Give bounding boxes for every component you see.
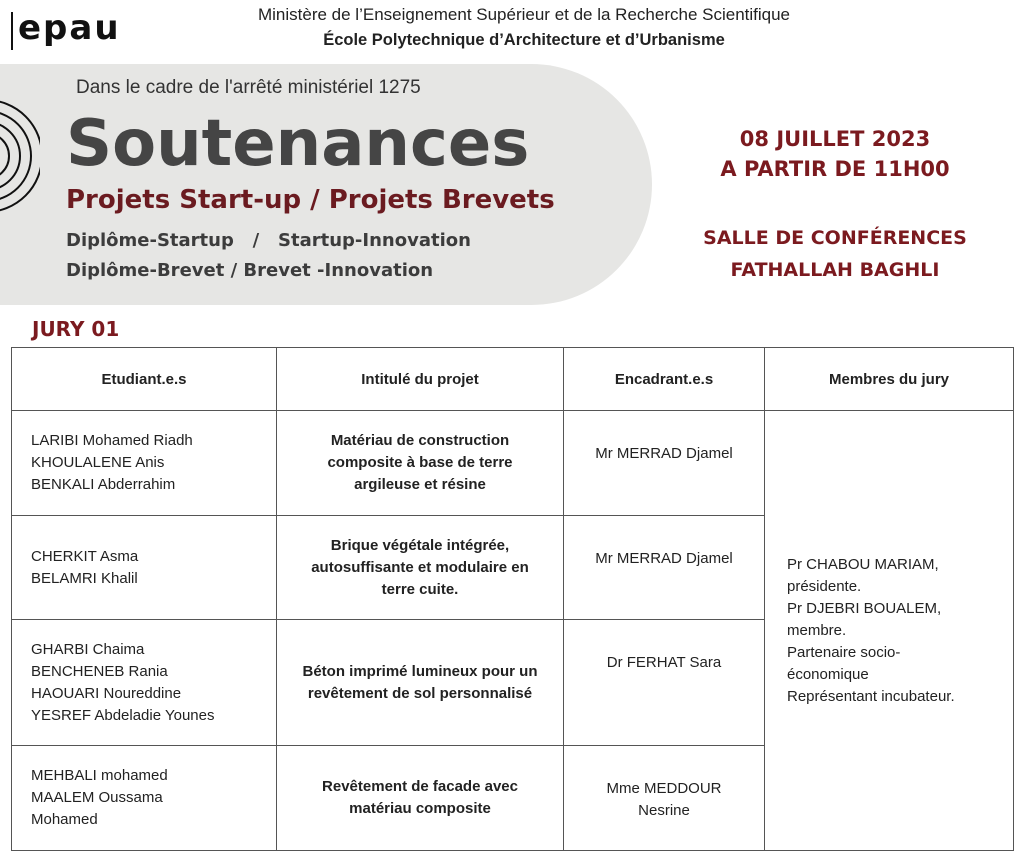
supervisor-name: Nesrine bbox=[638, 802, 690, 819]
students-cell bbox=[12, 620, 277, 746]
project-title: Béton imprimé lumineux pour un revêtement de sol personnalisé bbox=[277, 620, 564, 746]
supervisor-name: Mr MERRAD Djamel bbox=[595, 445, 733, 462]
event-date-text: 08 JUILLET 2023 bbox=[739, 127, 931, 151]
student-name: MAALEM Oussama bbox=[31, 789, 163, 806]
student-name: HAOUARI Noureddine bbox=[31, 684, 182, 702]
jury-label: JURY 01 bbox=[32, 317, 120, 341]
event-time-text: A PARTIR DE 11H00 bbox=[720, 157, 950, 181]
student-name: BELAMRI Khalil bbox=[31, 569, 138, 587]
table-header-row bbox=[12, 348, 1014, 411]
supervisor-name: Dr FERHAT Sara bbox=[606, 654, 722, 671]
event-venue bbox=[640, 222, 1024, 286]
table-row bbox=[12, 411, 1014, 516]
ministry-name: Ministère de l’Enseignement Supérieur et de la Recherche Scientifique bbox=[257, 5, 791, 24]
student-name: MEHBALI mohamed bbox=[31, 767, 168, 784]
page-subtitle: Projets Start-up / Projets Brevets bbox=[66, 185, 555, 215]
student-name: CHERKIT Asma bbox=[31, 547, 139, 565]
supervisor-cell bbox=[564, 620, 765, 746]
jury-member-line: présidente. bbox=[787, 577, 862, 595]
project-title: Matériau de construction composite à base de terre argileuse et résine bbox=[277, 411, 564, 516]
student-name: LARIBI Mohamed Riadh bbox=[31, 432, 193, 449]
decree-text: Dans le cadre de l'arrêté ministériel 1275 bbox=[76, 77, 421, 98]
page-title: Soutenances bbox=[66, 107, 530, 181]
student-name: BENKALI Abderrahim bbox=[31, 476, 176, 493]
student-name: GHARBI Chaima bbox=[31, 640, 145, 658]
supervisor-name: Mr MERRAD Djamel bbox=[595, 550, 733, 567]
concentric-rings-icon bbox=[0, 90, 40, 230]
epau-logo: epau bbox=[18, 8, 121, 48]
students-cell bbox=[12, 411, 277, 516]
event-date bbox=[640, 124, 1024, 184]
jury-member-line: économique bbox=[787, 665, 869, 683]
supervisor-cell bbox=[564, 516, 765, 620]
student-name: YESREF Abdeladie Younes bbox=[31, 706, 215, 724]
jury-members-cell bbox=[765, 411, 1014, 851]
jury-member-line: Représentant incubateur. bbox=[787, 687, 955, 705]
supervisor-cell bbox=[564, 411, 765, 516]
diploma-line-startup: Diplôme-Startup / Startup-Innovation bbox=[66, 230, 471, 251]
jury-member-line: Partenaire socio- bbox=[787, 643, 901, 661]
venue-line-2: FATHALLAH BAGHLI bbox=[730, 259, 940, 281]
jury-member-line: Pr DJEBRI BOUALEM, bbox=[787, 599, 942, 617]
jury-table bbox=[11, 347, 1014, 851]
student-name: KHOULALENE Anis bbox=[31, 454, 165, 471]
student-name: BENCHENEB Rania bbox=[31, 662, 168, 680]
header-students: Etudiant.e.s bbox=[12, 348, 277, 411]
student-name: Mohamed bbox=[31, 811, 98, 828]
students-cell bbox=[12, 746, 277, 851]
header-supervisors: Encadrant.e.s bbox=[564, 348, 765, 411]
jury-member-line: Pr CHABOU MARIAM, bbox=[787, 555, 939, 573]
supervisor-cell bbox=[564, 746, 765, 851]
supervisor-name: Mme MEDDOUR bbox=[606, 780, 722, 797]
school-name: École Polytechnique d’Architecture et d’Urbanisme bbox=[323, 31, 725, 49]
jury-member-line: membre. bbox=[787, 621, 847, 639]
header-jury-members: Membres du jury bbox=[765, 348, 1014, 411]
venue-line-1: SALLE DE CONFÉRENCES bbox=[703, 227, 967, 249]
students-cell bbox=[12, 516, 277, 620]
project-title: Revêtement de facade avec matériau composite bbox=[277, 746, 564, 851]
project-title: Brique végétale intégrée, autosuffisante et modulaire en terre cuite. bbox=[277, 516, 564, 620]
diploma-line-brevet: Diplôme-Brevet / Brevet -Innovation bbox=[66, 260, 434, 281]
header-project: Intitulé du projet bbox=[277, 348, 564, 411]
